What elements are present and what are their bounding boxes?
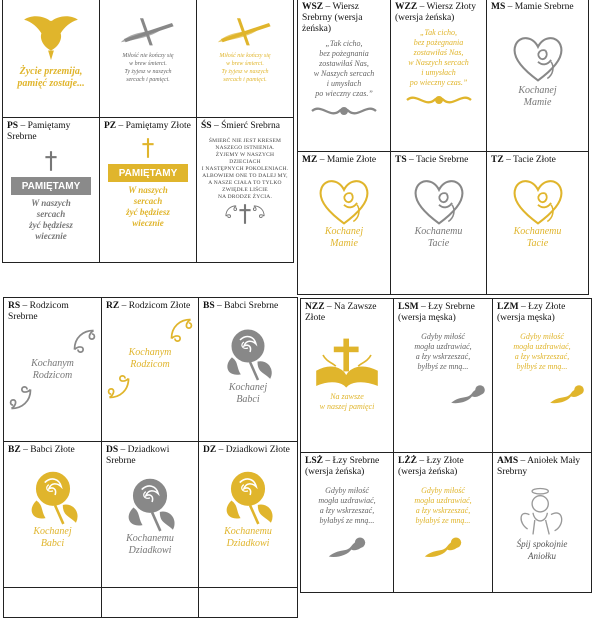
card-label: TS – Tacie Srebrne	[395, 155, 469, 165]
card-rs[interactable]	[4, 298, 102, 442]
card-text: Kochanemu Tacie	[513, 226, 562, 249]
card-text: W naszych sercach żyć będziesz wiecznie	[29, 198, 73, 241]
card-partial[interactable]	[199, 588, 298, 618]
flower-icon	[448, 382, 488, 406]
swirl-icon	[224, 204, 238, 218]
card-lsz[interactable]	[301, 453, 394, 593]
card-dove[interactable]	[3, 0, 100, 118]
card-wzz[interactable]	[391, 0, 487, 152]
cross-palm-icon	[116, 14, 180, 48]
card-text: „Tak cicho, bez pożegnania zostawiłaś Nas, w Naszych sercach i umysłach po wieczny czas.”	[313, 39, 375, 98]
card-text: Kochanej Mamie	[518, 85, 557, 108]
card-ss[interactable]	[197, 118, 294, 263]
book-cross-icon	[315, 338, 379, 388]
card-rz[interactable]	[102, 298, 199, 442]
product-grid-block-4	[300, 298, 592, 593]
card-ms[interactable]	[487, 0, 589, 152]
pamietamy-banner: PAMIĘTAMY	[11, 177, 91, 195]
cross-icon	[44, 151, 58, 171]
card-ams[interactable]	[493, 453, 592, 593]
card-cross-palm-silver[interactable]	[100, 0, 197, 118]
ornament-icon	[309, 103, 379, 119]
card-text: Kochanej Mamie	[324, 226, 364, 249]
card-lsm[interactable]	[394, 299, 493, 453]
card-tz[interactable]	[487, 152, 589, 295]
card-label: LŻŻ – Łzy Złote (wersja żeńska)	[398, 456, 464, 477]
card-label: LSM – Łzy Srebrne (wersja męska)	[398, 302, 475, 323]
card-text: ŚMIERĆ NIE JEST KRESEM NASZEGO ISTNIENIA. ŻYJEMY W NASZYCH DZIECIACH I NASTĘPNYCH POKOLENIACH. ALBOWIEM ONE TO DALEJ MY, A NASZE CIAŁA TO TYLKO ZWIĘDŁE LIŚCIE NA DRODZE ŻYCIA.	[201, 138, 289, 200]
swirl-icon	[252, 204, 266, 218]
swirl-icon	[106, 375, 132, 401]
cross-icon	[141, 138, 155, 158]
card-label: WSZ – Wiersz Srebrny (wersja żeńska)	[302, 2, 363, 34]
card-ds[interactable]	[102, 442, 199, 588]
card-wsz[interactable]	[298, 0, 391, 152]
card-label: RZ – Rodzicom Złote	[106, 301, 191, 311]
card-label: DZ – Dziadkowi Złote	[203, 445, 290, 455]
card-label: NZZ – Na Zawsze Złote	[305, 302, 377, 323]
pamietamy-banner: PAMIĘTAMY	[108, 164, 188, 182]
card-text: Kochanym Rodzicom	[31, 358, 74, 381]
swirl-icon	[71, 327, 97, 353]
card-text: „Tak cicho, bez pożegnania zostawiłaś Nas, w Naszych sercach i umysłach po wieczny czas.”	[408, 28, 469, 87]
swirl-icon	[168, 316, 194, 342]
card-ts[interactable]	[391, 152, 487, 295]
card-text: Gdyby miłość mogła uzdrawiać, a łzy wskrzeszać, byłbyś ze mną...	[414, 332, 472, 371]
product-grid-block-1	[2, 0, 294, 263]
card-label: LZM – Łzy Złote (wersja męska)	[497, 302, 566, 323]
card-bz[interactable]	[4, 442, 102, 588]
card-lzm[interactable]	[493, 299, 592, 453]
card-text: Kochanym Rodzicom	[128, 347, 172, 370]
card-label: PZ – Pamiętamy Złote	[104, 121, 191, 131]
card-text: W naszych sercach żyć będziesz wiecznie	[126, 185, 170, 228]
card-label: MS – Mamie Srebrne	[491, 2, 574, 12]
card-text: Miłość nie kończy się w brew śmierci. Ty żyjesz w naszych sercach i pamięci.	[122, 53, 174, 83]
flower-icon	[547, 382, 587, 406]
card-text: Kochanemu Dziadkowi	[224, 526, 272, 549]
card-label: BS – Babci Srebrne	[203, 301, 279, 311]
card-label: RS – Rodzicom Srebrne	[8, 301, 69, 322]
card-label: ŚS – Śmierć Srebrna	[201, 121, 280, 131]
cross-palm-icon	[213, 14, 277, 48]
card-label: MZ – Mamie Złote	[302, 155, 377, 165]
card-label: BZ – Babci Złote	[8, 445, 75, 455]
heart-rose-icon	[510, 33, 566, 83]
card-ps[interactable]	[3, 118, 100, 263]
card-text: Miłość nie kończy się w brew śmierci. Ty żyjesz w naszych sercach i pamięci.	[219, 53, 271, 83]
card-cross-palm-gold[interactable]	[197, 0, 294, 118]
ornament-icon	[404, 92, 474, 108]
angel-icon	[515, 484, 569, 538]
card-text: Gdyby miłość mogła uzdrawiać, a łzy wskrzeszać, byłbyś ze mną...	[513, 332, 571, 371]
product-grid-block-3	[3, 297, 298, 618]
card-partial[interactable]	[102, 588, 199, 618]
heart-rose-icon	[411, 176, 467, 226]
card-partial[interactable]	[4, 588, 102, 618]
card-text: Kochanej Babci	[33, 526, 72, 549]
card-label: WZZ – Wiersz Złoty (wersja żeńska)	[395, 2, 476, 23]
rose-icon	[119, 471, 181, 533]
flower-icon	[325, 534, 369, 560]
card-label: AMS – Aniołek Mały Srebrny	[497, 456, 581, 477]
card-label: TZ – Tacie Złote	[491, 155, 556, 165]
card-bs[interactable]	[199, 298, 298, 442]
rose-icon	[22, 464, 84, 526]
heart-rose-icon	[510, 176, 566, 226]
card-text: Na zawsze w naszej pamięci	[319, 392, 375, 411]
card-dz[interactable]	[199, 442, 298, 588]
card-label: PS – Pamiętamy Srebrne	[7, 121, 71, 142]
heart-rose-icon	[316, 176, 372, 226]
cross-icon	[238, 204, 252, 224]
card-label: LSŻ – Łzy Srebrne (wersja żeńska)	[305, 456, 380, 477]
card-nzz[interactable]	[301, 299, 394, 453]
card-pz[interactable]	[100, 118, 197, 263]
rose-icon	[217, 464, 279, 526]
flower-icon	[421, 534, 465, 560]
dove-icon	[21, 14, 81, 62]
product-grid-block-2	[297, 0, 589, 295]
card-label: DS – Dziadkowi Srebrne	[106, 445, 170, 466]
card-text: Życie przemija, pamięć zostaje...	[17, 66, 85, 89]
card-text: Gdyby miłość mogła uzdrawiać, a łzy wskrzeszać, byłabyś ze mną...	[414, 486, 472, 525]
swirl-icon	[8, 386, 34, 412]
card-lzz[interactable]	[394, 453, 493, 593]
card-mz[interactable]	[298, 152, 391, 295]
card-text: Gdyby miłość mogła uzdrawiać, a łzy wskrzeszać, byłabyś ze mną...	[318, 486, 376, 525]
rose-icon	[218, 322, 278, 382]
card-text: Kochanemu Tacie	[414, 226, 463, 249]
card-text: Śpij spokojnie Aniołku	[516, 539, 568, 561]
card-text: Kochanemu Dziadkowi	[126, 533, 174, 556]
card-text: Kochanej Babci	[228, 382, 268, 405]
